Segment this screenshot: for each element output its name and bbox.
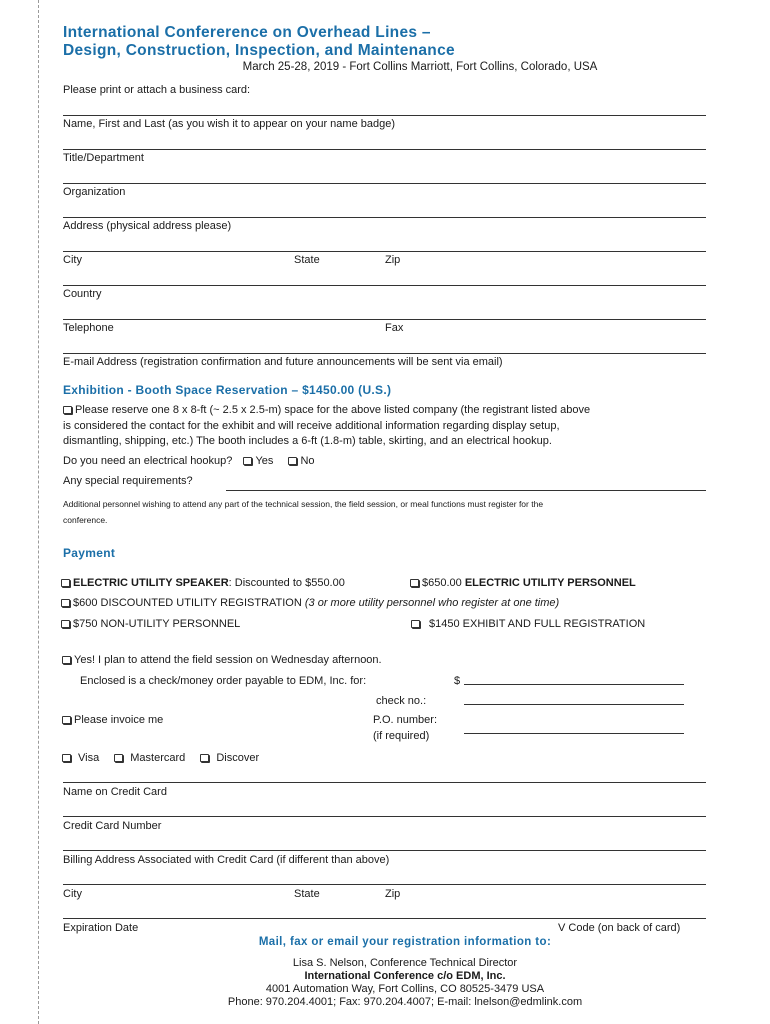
card-number-field[interactable] xyxy=(63,850,706,851)
po-number-label: P.O. number: xyxy=(373,714,437,726)
hookup-yes-option[interactable] xyxy=(243,455,273,467)
reserve-text-2: is considered the contact for the exhibit and will receive additional information regarding display setup, xyxy=(63,419,560,432)
personnel-note xyxy=(63,496,708,528)
payment-heading: Payment xyxy=(63,546,116,560)
hookup-row xyxy=(63,455,315,467)
dollar-sign: $ xyxy=(454,675,461,687)
personnel-note-line-1: Additional personnel wishing to attend any part of the technical session, the field session, or meal functions must register for the xyxy=(63,499,544,509)
hookup-yes-checkbox[interactable] xyxy=(243,457,252,465)
footer-organization: International Conference c/o EDM, Inc. xyxy=(304,970,506,982)
cut-line xyxy=(38,0,39,1024)
organization-field-label: Organization xyxy=(63,186,126,198)
name-field-label: Name, First and Last (as you wish it to appear on your name badge) xyxy=(63,118,396,130)
if-required-label: (if required) xyxy=(373,730,430,742)
special-requirements-field[interactable] xyxy=(226,490,706,491)
country-field-label: Country xyxy=(63,288,102,300)
country-field[interactable] xyxy=(63,319,706,320)
visa-option[interactable] xyxy=(62,752,99,764)
name-on-card-field[interactable] xyxy=(63,816,706,817)
footer-address: 4001 Automation Way, Fort Collins, CO 80525-3479 USA xyxy=(265,983,545,995)
footer-heading: Mail, fax or email your registration information to: xyxy=(258,936,552,948)
amount-field[interactable] xyxy=(464,684,684,685)
hookup-yes-label: Yes xyxy=(255,455,274,467)
event-date-location: March 25-28, 2019 - Fort Collins Marriott, Fort Collins, Colorado, USA xyxy=(242,61,598,73)
business-card-note: Please print or attach a business card: xyxy=(63,84,251,96)
billing-city-state-zip-field[interactable] xyxy=(63,918,706,919)
telephone-field-label: Telephone xyxy=(63,322,114,334)
expiration-label: Expiration Date xyxy=(63,922,139,934)
non-utility-checkbox[interactable] xyxy=(61,620,70,628)
visa-checkbox[interactable] xyxy=(62,754,71,762)
check-no-label: check no.: xyxy=(376,695,427,707)
city-field-label: City xyxy=(63,254,82,266)
card-type-line xyxy=(63,782,706,783)
hookup-no-checkbox[interactable] xyxy=(288,457,297,465)
non-utility-label: $750 NON-UTILITY PERSONNEL xyxy=(73,618,241,630)
vcode-label: V Code (on back of card) xyxy=(558,922,681,934)
personnel-note-line-2: conference. xyxy=(63,515,108,525)
booth-reservation-paragraph xyxy=(63,403,708,450)
footer-phone-line: Phone: 970.204.4001; Fax: 970.204.4007; E-mail: lnelson@edmlink.com xyxy=(227,996,583,1008)
speaker-label: ELECTRIC UTILITY SPEAKER xyxy=(73,577,229,589)
invoice-checkbox[interactable] xyxy=(62,716,71,724)
discounted-label: $600 DISCOUNTED UTILITY REGISTRATION xyxy=(73,597,305,609)
fax-field-label: Fax xyxy=(385,322,404,334)
discover-option[interactable] xyxy=(200,752,259,764)
discover-checkbox[interactable] xyxy=(200,754,209,762)
enclosed-label: Enclosed is a check/money order payable to EDM, Inc. for: xyxy=(80,675,367,687)
address-field-label: Address (physical address please) xyxy=(63,220,232,232)
utility-personnel-price: $650.00 xyxy=(422,577,465,589)
exhibit-full-checkbox[interactable] xyxy=(411,620,420,628)
billing-state-label: State xyxy=(294,888,320,900)
reserve-text-3: dismantling, shipping, etc.) The booth includes a 6-ft (1.8-m) table, skirting, and an electrical hookup. xyxy=(63,435,552,447)
address-field[interactable] xyxy=(63,251,706,252)
discover-label: Discover xyxy=(216,752,260,764)
mastercard-option[interactable] xyxy=(114,752,185,764)
title-line-1: International Confererence on Overhead Lines – xyxy=(63,24,431,41)
speaker-checkbox[interactable] xyxy=(61,579,70,587)
reserve-text-1: Please reserve one 8 x 8-ft (~ 2.5 x 2.5-m) space for the above listed company (the registrant listed above xyxy=(75,404,591,416)
discounted-checkbox[interactable] xyxy=(61,599,70,607)
billing-city-label: City xyxy=(63,888,82,900)
hookup-no-label: No xyxy=(300,455,315,467)
exhibit-full-option[interactable] xyxy=(411,618,645,630)
field-session-label: Yes! I plan to attend the field session on Wednesday afternoon. xyxy=(74,654,382,666)
utility-personnel-checkbox[interactable] xyxy=(410,579,419,587)
visa-label: Visa xyxy=(78,752,100,764)
title-field-label: Title/Department xyxy=(63,152,144,164)
invoice-option[interactable] xyxy=(62,714,163,726)
mastercard-checkbox[interactable] xyxy=(114,754,123,762)
billing-zip-label: Zip xyxy=(385,888,401,900)
utility-personnel-label: ELECTRIC UTILITY PERSONNEL xyxy=(464,577,636,589)
booth-reserve-checkbox[interactable] xyxy=(63,406,72,414)
special-requirements-label: Any special requirements? xyxy=(63,475,193,487)
title-field[interactable] xyxy=(63,183,706,184)
speaker-price: : Discounted to $550.00 xyxy=(228,577,345,589)
hookup-question: Do you need an electrical hookup? xyxy=(63,455,233,467)
mastercard-label: Mastercard xyxy=(130,752,186,764)
footer-contact-name: Lisa S. Nelson, Conference Technical Director xyxy=(292,957,518,969)
name-field[interactable] xyxy=(63,149,706,150)
speaker-option[interactable] xyxy=(61,577,345,589)
state-field-label: State xyxy=(294,254,320,266)
name-on-card-label: Name on Credit Card xyxy=(63,786,167,798)
organization-field[interactable] xyxy=(63,217,706,218)
billing-address-label: Billing Address Associated with Credit Card (if different than above) xyxy=(63,854,390,866)
hookup-no-option[interactable] xyxy=(288,455,314,467)
invoice-label: Please invoice me xyxy=(74,714,164,726)
utility-personnel-option[interactable] xyxy=(410,577,636,589)
card-type-row xyxy=(62,752,259,764)
field-session-option[interactable] xyxy=(62,654,382,666)
field-session-checkbox[interactable] xyxy=(62,656,71,664)
telephone-fax-field[interactable] xyxy=(63,353,706,354)
billing-address-field[interactable] xyxy=(63,884,706,885)
business-card-line[interactable] xyxy=(63,115,706,116)
non-utility-option[interactable] xyxy=(61,618,240,630)
zip-field-label: Zip xyxy=(385,254,401,266)
po-number-field[interactable] xyxy=(464,733,684,734)
title-line-2: Design, Construction, Inspection, and Maintenance xyxy=(63,42,455,59)
discounted-option[interactable] xyxy=(61,597,559,609)
page-title xyxy=(63,24,455,60)
check-no-field[interactable] xyxy=(464,704,684,705)
discounted-note: (3 or more utility personnel who register at one time) xyxy=(304,597,560,609)
email-field-label: E-mail Address (registration confirmation and future announcements will be sent via email) xyxy=(63,356,503,368)
city-state-zip-field[interactable] xyxy=(63,285,706,286)
card-number-label: Credit Card Number xyxy=(63,820,162,832)
exhibition-heading: Exhibition - Booth Space Reservation – $1450.00 (U.S.) xyxy=(63,383,392,397)
exhibit-full-label: $1450 EXHIBIT AND FULL REGISTRATION xyxy=(429,618,646,630)
